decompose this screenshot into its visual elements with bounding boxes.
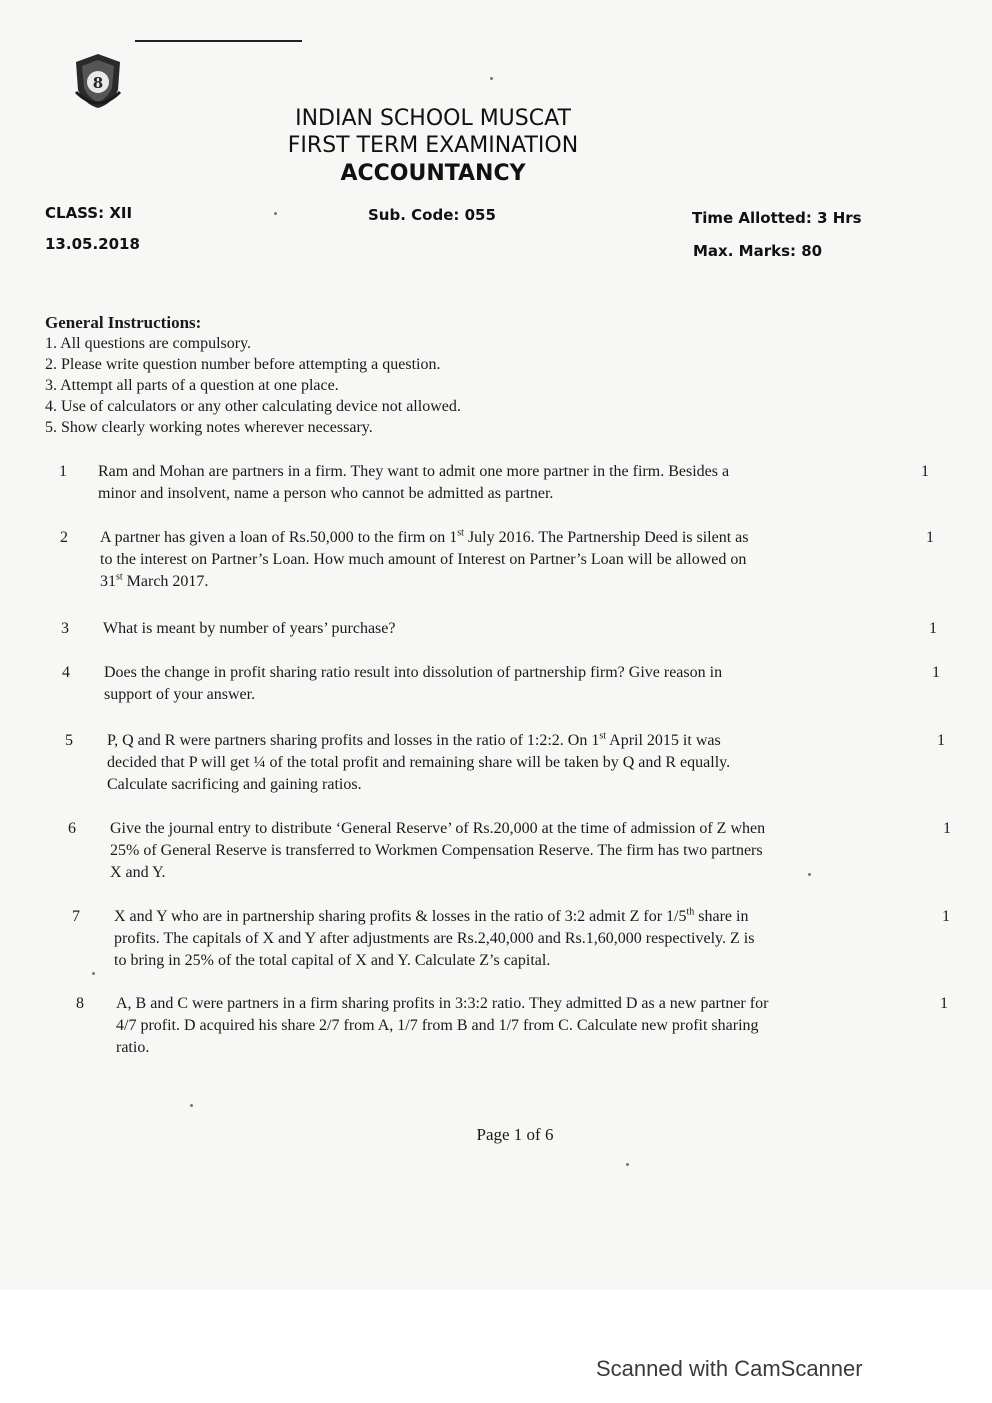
question-number: 4: [62, 664, 70, 681]
question-text: [100, 527, 900, 593]
scan-speck: [92, 972, 95, 975]
question-number: 6: [68, 820, 76, 837]
exam-title: FIRST TERM EXAMINATION: [287, 133, 579, 158]
scan-speck: [490, 77, 493, 80]
question-line: to bring in 25% of the total capital of X and Y. Calculate Z’s capital.: [114, 952, 551, 969]
question-line: to the interest on Partner’s Loan. How much amount of Interest on Partner’s Loan will be allowed on: [100, 551, 747, 568]
max-marks: Max. Marks: 80: [693, 242, 823, 260]
question-text: [114, 906, 920, 972]
scan-speck: [274, 212, 277, 215]
question-line: minor and insolvent, name a person who cannot be admitted as partner.: [98, 485, 554, 502]
question-text: [104, 662, 909, 706]
question-text: [107, 730, 913, 796]
question-line: A partner has given a loan of Rs.50,000 to the firm on 1st July 2016. The Partnership Deed is silent as: [100, 527, 749, 546]
question-number: 8: [76, 995, 84, 1012]
time-allotted: Time Allotted: 3 Hrs: [692, 209, 862, 227]
question-line: A, B and C were partners in a firm sharing profits in 3:3:2 ratio. They admitted D as a new partner for: [116, 995, 769, 1012]
question-number: 2: [60, 529, 68, 546]
question-marks: 1: [937, 732, 945, 749]
scan-speck: [190, 1104, 193, 1107]
question-marks: 1: [929, 620, 937, 637]
school-name: INDIAN SCHOOL MUSCAT: [295, 106, 571, 131]
instruction-item: 2. Please write question number before attempting a question.: [45, 356, 441, 373]
instruction-item: 3. Attempt all parts of a question at one place.: [45, 377, 339, 394]
question-line: profits. The capitals of X and Y after adjustments are Rs.2,40,000 and Rs.1,60,000 respectively. Z is: [114, 930, 755, 947]
question-text: [110, 818, 916, 884]
subject-code: Sub. Code: 055: [368, 206, 496, 224]
question-number: 5: [65, 732, 73, 749]
question-line: support of your answer.: [104, 686, 256, 703]
exam-date: 13.05.2018: [45, 235, 140, 253]
question-line: 4/7 profit. D acquired his share 2/7 from A, 1/7 from B and 1/7 from C. Calculate new profit sharing: [116, 1017, 759, 1034]
question-marks: 1: [921, 463, 929, 480]
question-line: 25% of General Reserve is transferred to Workmen Compensation Reserve. The firm has two partners: [110, 842, 763, 859]
school-crest-icon: [72, 52, 124, 110]
question-line: X and Y.: [110, 864, 166, 881]
scan-speck: [808, 873, 811, 876]
instruction-item: 4. Use of calculators or any other calculating device not allowed.: [45, 398, 461, 415]
question-line: decided that P will get ¼ of the total profit and remaining share will be taken by Q and R equally.: [107, 754, 731, 771]
question-line: Calculate sacrificing and gaining ratios.: [107, 776, 362, 793]
question-text: [116, 993, 916, 1059]
question-line: Ram and Mohan are partners in a firm. They want to admit one more partner in the firm. Besides a: [98, 463, 730, 480]
question-marks: 1: [942, 908, 950, 925]
question-line: Does the change in profit sharing ratio result into dissolution of partnership firm? Give reason in: [104, 664, 723, 681]
scanner-watermark: Scanned with CamScanner: [596, 1356, 863, 1381]
page-number: Page 1 of 6: [476, 1125, 554, 1144]
class-label: CLASS: XII: [45, 204, 133, 222]
question-line: 31st March 2017.: [100, 571, 209, 590]
question-line: P, Q and R were partners sharing profits and losses in the ratio of 1:2:2. On 1st April 2015 it was: [107, 730, 721, 749]
question-text: [103, 618, 903, 640]
svg-text:8: 8: [92, 74, 104, 92]
scan-speck: [626, 1163, 629, 1166]
top-rule: [135, 40, 302, 42]
question-line: What is meant by number of years’ purchase?: [103, 620, 396, 637]
question-line: ratio.: [116, 1039, 150, 1056]
question-line: Give the journal entry to distribute ‘General Reserve’ of Rs.20,000 at the time of admission of Z when: [110, 820, 766, 837]
question-number: 1: [59, 463, 67, 480]
instruction-item: 5. Show clearly working notes wherever necessary.: [45, 419, 373, 436]
question-line: X and Y who are in partnership sharing profits & losses in the ratio of 3:2 admit Z for 1/5th share in: [114, 906, 749, 925]
general-instructions: [45, 312, 461, 438]
question-marks: 1: [932, 664, 940, 681]
question-number: 7: [72, 908, 80, 925]
question-marks: 1: [940, 995, 948, 1012]
question-marks: 1: [926, 529, 934, 546]
instructions-title: General Instructions:: [45, 313, 202, 332]
question-marks: 1: [943, 820, 951, 837]
question-text: [98, 461, 898, 505]
subject-title: ACCOUNTANCY: [340, 161, 526, 186]
instruction-item: 1. All questions are compulsory.: [45, 335, 252, 352]
question-number: 3: [61, 620, 69, 637]
